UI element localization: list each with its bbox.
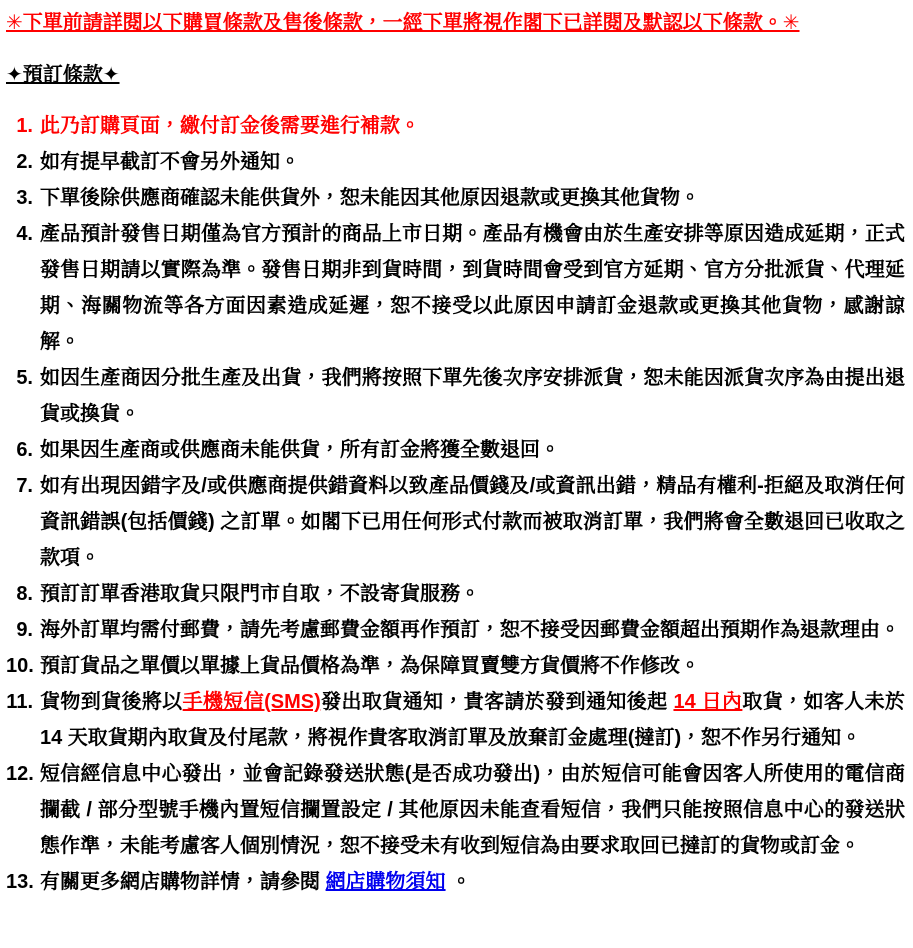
term-text-segment: 發出取貨通知，貴客請於發到通知後起 bbox=[320, 691, 674, 713]
term-item bbox=[6, 576, 905, 612]
term-text-segment: 如因生產商因分批生產及出貨，我們將按照下單先後次序安排派貨，恕未能因派貨次序為由提出退貨或換貨。 bbox=[40, 367, 905, 425]
term-number: 10. bbox=[6, 655, 34, 677]
term-text bbox=[40, 619, 900, 641]
term-text bbox=[40, 439, 560, 461]
term-text-segment: 短信經信息中心發出，並會記錄發送狀態(是否成功發出)，由於短信可能會因客人所使用的電信商攔截 / 部分型號手機內置短信攔置設定 / 其他原因未能查看短信，我們只能按照信息中心的發送狀態作準，未能考慮客人個別情況，恕不接受未有收到短信為由要求取回已撻訂的貨物或訂金。 bbox=[40, 763, 905, 857]
term-text-segment: 產品預計發售日期僅為官方預計的商品上市日期。產品有機會由於生產安排等原因造成延期，正式發售日期請以實際為準。發售日期非到貨時間，到貨時間會受到官方延期、官方分批派貨、代理延期、海關物流等各方面因素造成延遲，恕不接受以此原因申請訂金退款或更換其他貨物，感謝諒解。 bbox=[40, 223, 905, 353]
term-number: 11. bbox=[6, 691, 33, 713]
term-text-segment: 海外訂單均需付郵費，請先考慮郵費金額再作預訂，恕不接受因郵費金額超出預期作為退款理由。 bbox=[40, 619, 900, 641]
purchase-notice-heading: ✳下單前請詳閱以下購買條款及售後條款，一經下單將視作閣下已詳閱及默認以下條款。✳ bbox=[6, 12, 800, 34]
term-text-segment: 貨物到貨後將以 bbox=[40, 691, 183, 713]
term-text-segment: 此乃訂購頁面，繳付訂金後需要進行補款。 bbox=[40, 115, 420, 137]
term-number: 7. bbox=[16, 475, 33, 497]
term-number: 1. bbox=[16, 115, 33, 137]
term-item bbox=[6, 864, 905, 900]
term-text-segment: 預訂貨品之單價以單據上貨品價格為準，為保障買賣雙方貨價將不作修改。 bbox=[40, 655, 700, 677]
preorder-terms-title: ✦預訂條款✦ bbox=[6, 64, 120, 86]
term-item bbox=[6, 360, 905, 432]
red-highlight-text: 手機短信(SMS) bbox=[182, 691, 321, 713]
term-number: 3. bbox=[16, 187, 33, 209]
term-text bbox=[40, 871, 471, 893]
term-number: 13. bbox=[6, 871, 34, 893]
term-text-segment: 預訂訂單香港取貨只限門市自取，不設寄貨服務。 bbox=[40, 583, 480, 605]
term-item bbox=[6, 180, 905, 216]
term-text-segment: 有關更多網店購物詳情，請參閱 bbox=[40, 871, 326, 893]
term-number: 6. bbox=[16, 439, 33, 461]
term-text-segment: 如有提早截訂不會另外通知。 bbox=[40, 151, 300, 173]
term-text bbox=[40, 763, 905, 857]
term-text bbox=[40, 151, 300, 173]
term-item bbox=[6, 216, 905, 360]
term-item bbox=[6, 468, 905, 576]
term-item bbox=[6, 684, 905, 756]
term-text bbox=[40, 223, 905, 353]
store-shopping-guide-link[interactable]: 網店購物須知 bbox=[325, 871, 446, 893]
term-item bbox=[6, 612, 905, 648]
term-number: 4. bbox=[16, 223, 33, 245]
term-item bbox=[6, 108, 905, 144]
term-text bbox=[40, 367, 905, 425]
terms-list bbox=[6, 108, 905, 900]
term-item bbox=[6, 432, 905, 468]
term-text-segment: 下單後除供應商確認未能供貨外，恕未能因其他原因退款或更換其他貨物。 bbox=[40, 187, 700, 209]
term-number: 12. bbox=[6, 763, 34, 785]
term-item bbox=[6, 756, 905, 864]
term-item bbox=[6, 648, 905, 684]
term-text-segment: 。 bbox=[445, 871, 472, 893]
term-text-segment: 如果因生產商或供應商未能供貨，所有訂金將獲全數退回。 bbox=[40, 439, 560, 461]
term-number: 8. bbox=[16, 583, 33, 605]
term-text-segment: 取貨，如客人未於 14 天取貨期內取貨及付尾款，將視作貴客取消訂單及放棄訂金處理(撻訂)，恕不作另行通知。 bbox=[40, 691, 906, 749]
term-text bbox=[40, 187, 700, 209]
term-number: 9. bbox=[16, 619, 33, 641]
red-highlight-text: 14 日內 bbox=[673, 691, 743, 713]
term-number: 2. bbox=[16, 151, 33, 173]
term-text bbox=[40, 655, 700, 677]
term-item bbox=[6, 144, 905, 180]
section-title-row bbox=[6, 36, 905, 88]
term-text bbox=[40, 691, 905, 749]
term-text-segment: 如有出現因錯字及/或供應商提供錯資料以致產品價錢及/或資訊出錯，精品有權利-拒絕及取消任何資訊錯誤(包括價錢) 之訂單。如閣下已用任何形式付款而被取消訂單，我們將會全數退回已收取之款項。 bbox=[40, 475, 905, 569]
term-number: 5. bbox=[16, 367, 33, 389]
term-text bbox=[40, 115, 420, 137]
term-text bbox=[40, 475, 905, 569]
term-text bbox=[40, 583, 480, 605]
